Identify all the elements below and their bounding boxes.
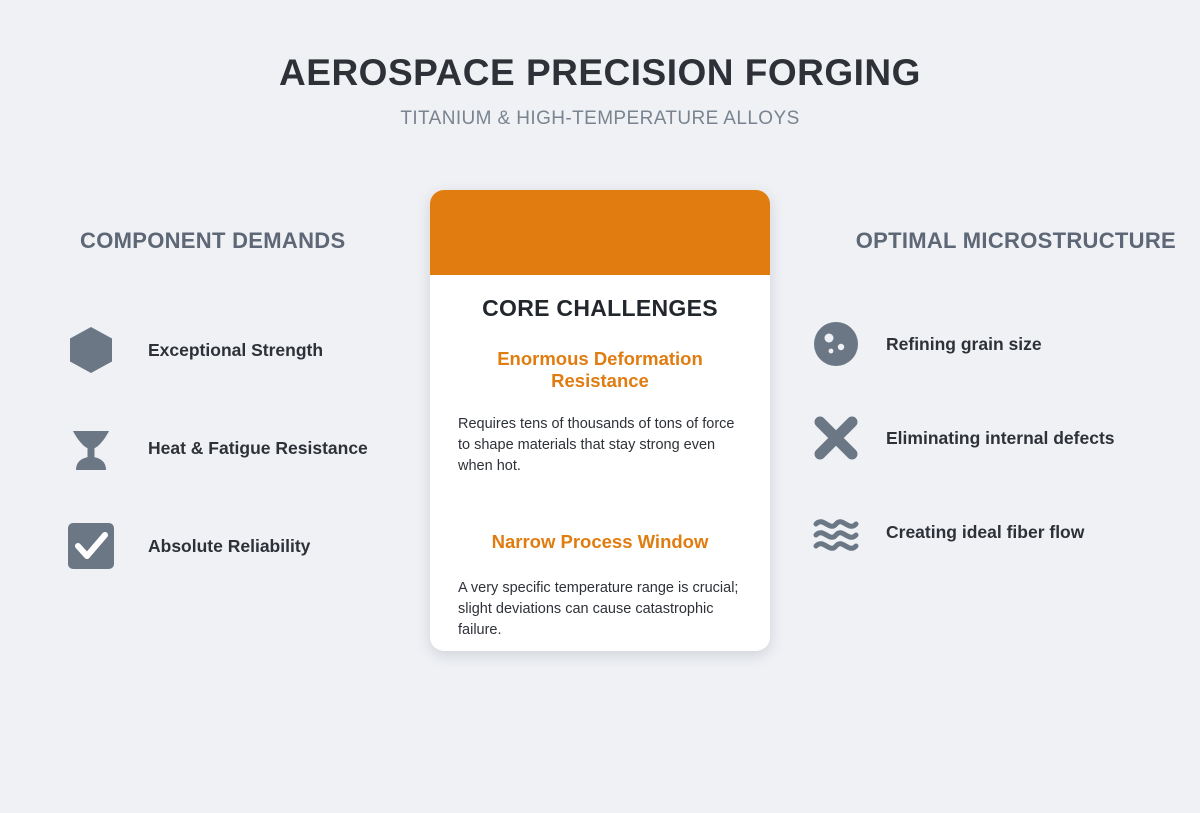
- hexagon-icon: [62, 321, 120, 379]
- challenge-block: [458, 531, 742, 640]
- list-item-label: Exceptional Strength: [148, 339, 324, 360]
- header: [0, 52, 1200, 130]
- page-subtitle: TITANIUM & HIGH-TEMPERATURE ALLOYS: [400, 107, 800, 129]
- challenge-description: Requires tens of thousands of tons of force to shape materials that stay strong even when hot.: [458, 416, 735, 475]
- list-item-label: Absolute Reliability: [148, 535, 311, 556]
- card-title: CORE CHALLENGES: [482, 295, 718, 321]
- wave-lines-icon: [808, 504, 864, 560]
- list-item: [62, 410, 422, 486]
- challenge-block: [458, 348, 742, 477]
- page-title: AEROSPACE PRECISION FORGING: [279, 52, 921, 93]
- card-body: [430, 275, 770, 641]
- list-item-label: Refining grain size: [886, 333, 1042, 354]
- list-item: [808, 402, 1188, 474]
- challenge-title: Narrow Process Window: [491, 531, 709, 553]
- checkbox-check-icon: [62, 517, 120, 575]
- grain-circle-icon: [808, 316, 864, 372]
- list-item: [808, 496, 1188, 568]
- x-cross-icon: [808, 410, 864, 466]
- component-demands-heading: COMPONENT DEMANDS: [80, 228, 346, 253]
- component-demands-list: [62, 312, 422, 606]
- list-item: [62, 508, 422, 584]
- core-challenges-card: [430, 190, 770, 651]
- optimal-microstructure-list: [808, 308, 1188, 590]
- list-item-label: Creating ideal fiber flow: [886, 521, 1085, 542]
- challenge-description: A very specific temperature range is crucial; slight deviations can cause catastrophic failure.: [458, 579, 739, 638]
- list-item-label: Eliminating internal defects: [886, 427, 1115, 448]
- list-item: [808, 308, 1188, 380]
- card-accent-bar: [430, 190, 770, 275]
- optimal-microstructure-heading: OPTIMAL MICROSTRUCTURE: [855, 228, 1176, 253]
- list-item-label: Heat & Fatigue Resistance: [148, 437, 368, 458]
- list-item: [62, 312, 422, 388]
- turbine-blade-icon: [62, 419, 120, 477]
- challenge-title: Enormous Deformation Resistance: [497, 348, 703, 392]
